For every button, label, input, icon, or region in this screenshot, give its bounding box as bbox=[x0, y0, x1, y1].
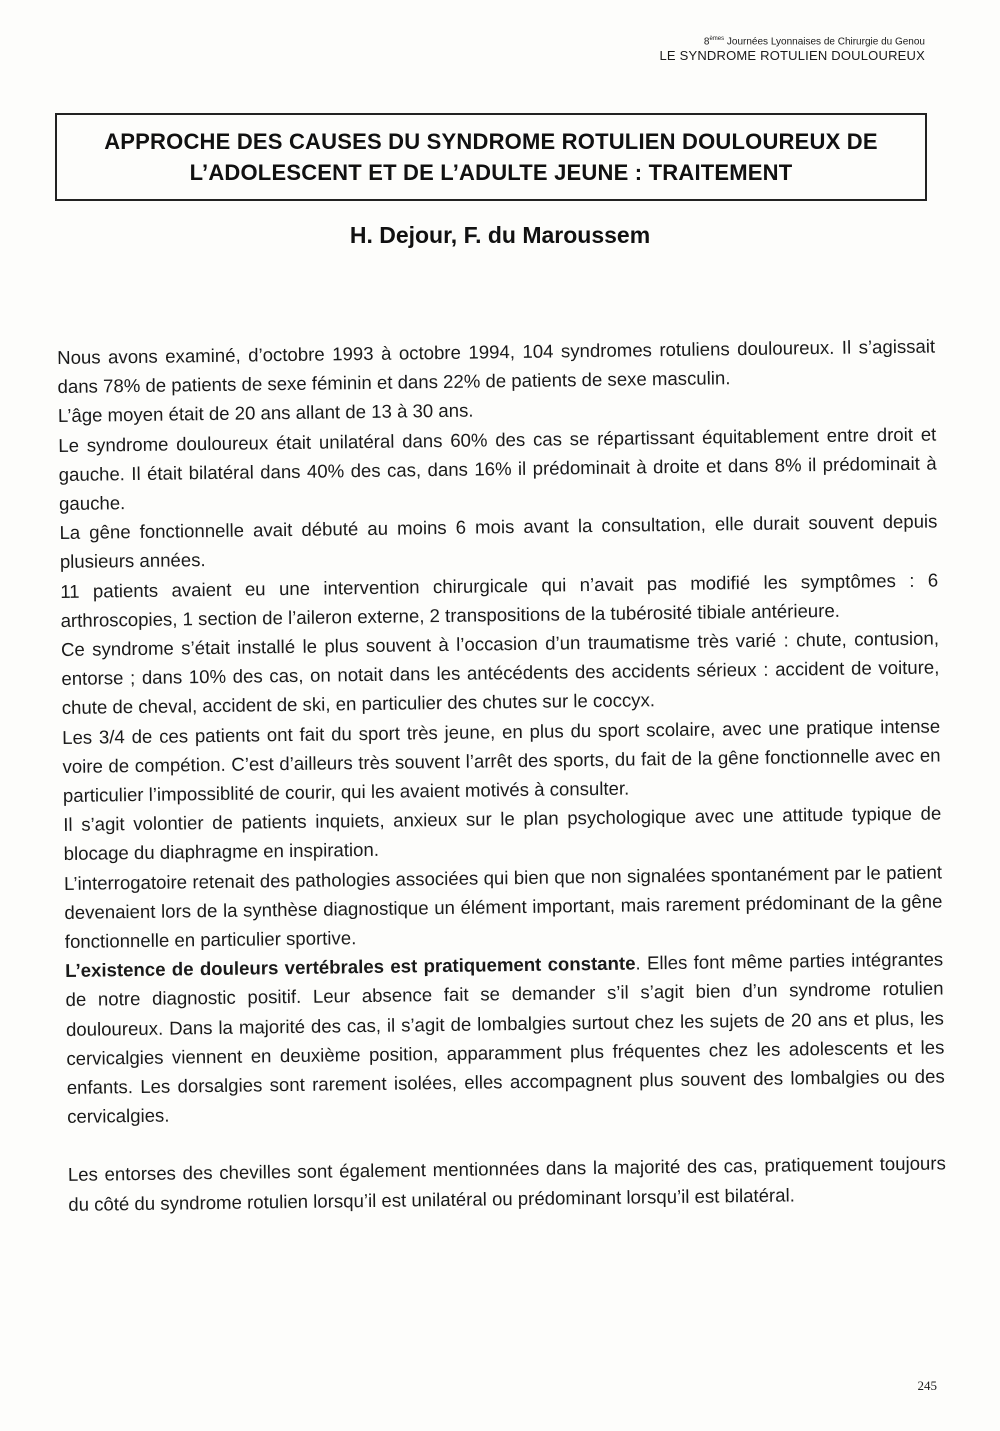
paragraph-vertebral-pain bbox=[65, 945, 945, 1132]
page-number: 245 bbox=[917, 1378, 937, 1393]
article-title-line-2: L’ADOLESCENT ET DE L’ADULTE JEUNE : TRAITEMENT bbox=[189, 160, 793, 185]
conference-ordinal-suffix: èmes bbox=[709, 36, 725, 42]
paragraph-final: Les entorses des chevilles sont également mentionnées dans la majorité des cas, pratiquement toujours du côté du syndrome rotulien lorsqu’il est unilatéral ou prédominant lorsqu’il est bilatéral. bbox=[67, 1152, 946, 1215]
paragraph: Il s’agit volontier de patients inquiets, anxieux sur le plan psychologique avec une attitude typique de blocage du diaphragme en inspiration. bbox=[63, 802, 942, 865]
paragraph: Les 3/4 de ces patients ont fait du sport très jeune, en plus du sport scolaire, avec une pratique intense voire de compétion. C’est d’ailleurs très souvent l’arrêt des sports, du fait de la gêne fonctionnelle avec en particulier l’impossiblité de courir, qui les avaient motivés à consulter. bbox=[62, 715, 941, 807]
bold-lead-sentence: L’existence de douleurs vertébrales est pratiquement constante bbox=[65, 952, 636, 982]
article-title-line-1: APPROCHE DES CAUSES DU SYNDROME ROTULIEN DOULOUREUX DE bbox=[104, 129, 878, 154]
paragraph: Ce syndrome s’était installé le plus souvent à l’occasion d’un traumatisme très varié : chute, contusion, entorse ; dans 10% des cas, on notait dans les antécédents des accidents sérieux : accident de voiture, chute de cheval, accident de ski, en particulier des chutes sur le coccyx. bbox=[60, 627, 940, 719]
running-header bbox=[659, 33, 925, 64]
paragraph: 11 patients avaient eu une intervention chirurgicale qui n’avait pas modifié les symptômes : 6 arthroscopies, 1 section de l’aileron externe, 2 transpositions de la tubérosité tibiale antérieure. bbox=[60, 569, 939, 631]
conference-name bbox=[659, 33, 925, 48]
header-subtitle: LE SYNDROME ROTULIEN DOULOUREUX bbox=[659, 48, 925, 64]
paragraph: L’âge moyen était de 20 ans allant de 13 à 30 ans. bbox=[57, 399, 474, 427]
authors: H. Dejour, F. du Maroussem bbox=[349, 222, 651, 248]
conference-title: Journées Lyonnaises de Chirurgie du Genou bbox=[724, 36, 925, 48]
article-body bbox=[57, 332, 946, 1219]
conference-ordinal: 8 bbox=[703, 36, 710, 48]
paragraph-continuation: . Elles font même parties intégrantes de notre diagnostic positif. Leur absence fait se demander s’il s’agit bien d’un syndrome rotulien douloureux. Dans la majorité des cas, il s’agit de lombalgies surtout chez les sujets de 20 ans et plus, les cervicalgies viennent en deuxième position, apparamment plus fréquentes chez les adolescents et les enfants. Les dorsalgies sont rarement isolées, elles accompagnent plus souvent des lombalgies ou des cervicalgies. bbox=[65, 948, 945, 1128]
paragraph: L’interrogatoire retenait des pathologies associées qui bien que non signalées spontanément par le patient devenaient lors de la synthèse diagnostique un élément important, mais rarement prédominant de la gêne fonctionnelle en particulier sportive. bbox=[63, 861, 943, 953]
article-title-box bbox=[55, 113, 927, 201]
paragraph: Nous avons examiné, d’octobre 1993 à octobre 1994, 104 syndromes rotuliens douloureux. Il s’agissait dans 78% de patients de sexe féminin et dans 22% de patients de sexe masculin. bbox=[57, 335, 936, 398]
paragraph: La gêne fonctionnelle avait débuté au moins 6 mois avant la consultation, elle durait souvent depuis plusieurs années. bbox=[59, 510, 938, 573]
paragraph: Le syndrome douloureux était unilatéral dans 60% des cas se répartissant équitablement entre droit et gauche. Il était bilatéral dans 40% des cas, dans 16% il prédominait à droite et dans 8% il prédominait à gauche. bbox=[58, 423, 937, 515]
